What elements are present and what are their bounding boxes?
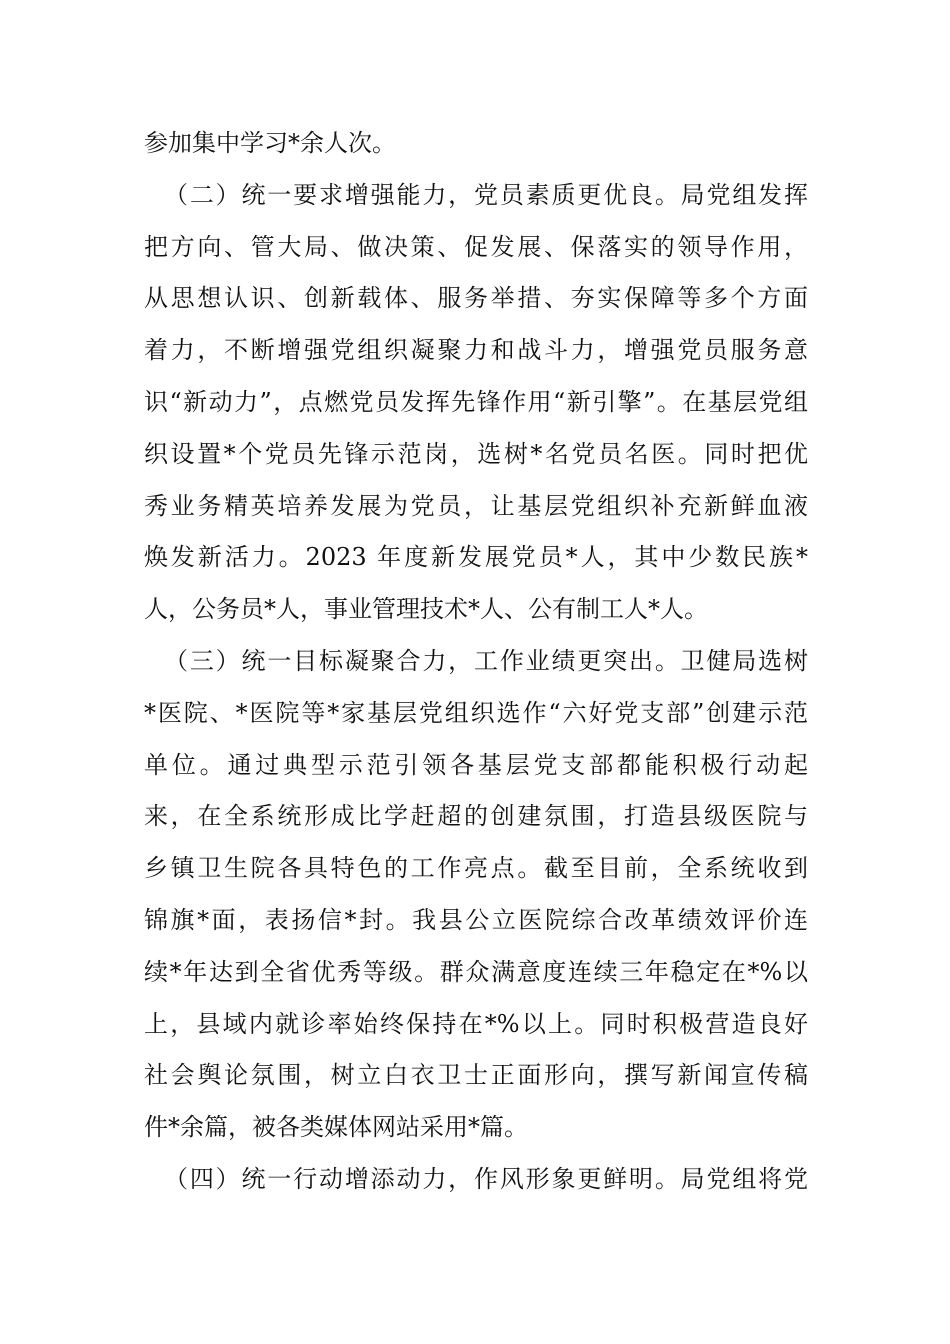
- text-line: 识“新动力”，点燃党员发挥先锋作用“新引擎”。在基层党组: [144, 387, 808, 416]
- text-line: 参加集中学习*余人次。: [144, 129, 396, 157]
- text-line: 乡镇卫生院各具特色的工作亮点。截至目前，全系统收到: [144, 854, 808, 883]
- text-line: （二）统一要求增强能力，党员素质更优良。局党组发挥: [164, 180, 808, 209]
- text-line: 人，公务员*人，事业管理技术*人、公有制工人*人。: [144, 595, 708, 624]
- text-line: 锦旗*面，表扬信*封。我县公立医院综合改革绩效评价连: [144, 905, 808, 934]
- text-line: 续*年达到全省优秀等级。群众满意度连续三年稳定在*%以: [144, 957, 808, 986]
- text-line: 来，在全系统形成比学赶超的创建氛围，打造县级医院与: [144, 802, 808, 831]
- text-line: 焕发新活力。2023 年度新发展党员*人，其中少数民族*: [144, 543, 808, 572]
- text-line: 件*余篇，被各类媒体网站采用*篇。: [144, 1113, 528, 1142]
- text-line: 从思想认识、创新载体、服务举措、夯实保障等多个方面: [144, 284, 808, 313]
- text-line: 社会舆论氛围，树立白衣卫士正面形向，撰写新闻宣传稿: [144, 1061, 808, 1090]
- text-line: 织设置*个党员先锋示范岗，选树*名党员名医。同时把优: [144, 439, 808, 468]
- text-line: 单位。通过典型示范引领各基层党支部都能积极行动起: [144, 750, 808, 779]
- document-body: [144, 118, 808, 1206]
- text-line: （三）统一目标凝聚合力，工作业绩更突出。卫健局选树: [164, 646, 808, 675]
- text-line: （四）统一行动增添动力，作风形象更鲜明。局党组将党: [164, 1164, 808, 1193]
- text-line: 着力，不断增强党组织凝聚力和战斗力，增强党员服务意: [144, 336, 808, 365]
- text-line: 上，县域内就诊率始终保持在*%以上。同时积极营造良好: [144, 1009, 808, 1038]
- text-line: *医院、*医院等*家基层党组织选作“六好党支部”创建示范: [144, 698, 808, 727]
- text-line: 秀业务精英培养发展为党员，让基层党组织补充新鲜血液: [144, 491, 808, 520]
- text-line: 把方向、管大局、做决策、促发展、保落实的领导作用，: [144, 232, 808, 261]
